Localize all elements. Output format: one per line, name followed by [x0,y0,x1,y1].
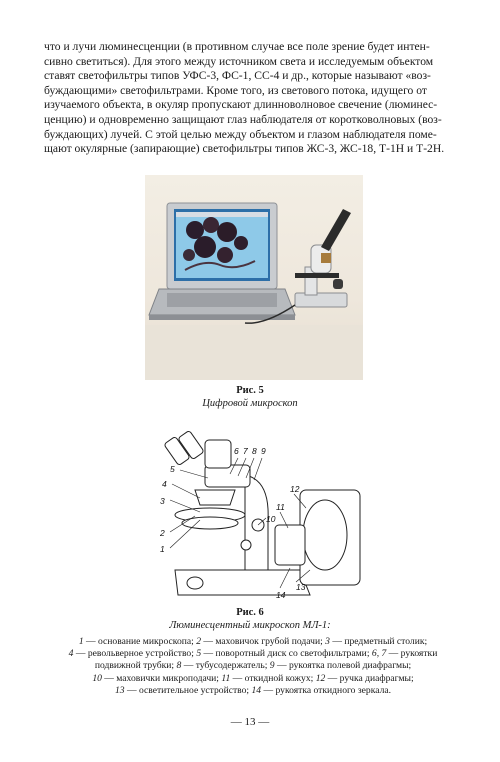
text-line: ставят светофильтры типов УФС-3, ФС-1, СС-4 и др., которые называют «воз- [44,69,431,83]
text-line: изучаемого объекта, в окуляр пропускают длинноволновое свечение (люминес- [44,98,438,112]
callout-1: 1 [160,544,165,554]
digital-microscope-photo [145,175,363,380]
legend-text: — тубусодержатель; [181,660,270,672]
callout-13: 13 [296,582,306,592]
callout-7: 7 [243,446,248,456]
legend-text: — револьверное устройство; [73,648,197,660]
legend-text: — рукоятки [386,648,438,660]
callout-8: 8 [252,446,257,456]
figure-6-number: Рис. 6 [236,607,264,618]
legend-text: — ручка диафрагмы; [325,672,414,684]
legend-row [44,685,462,697]
legend-key: 11 [221,672,231,684]
text-line: щают окулярные (запирающие) светофильтры типов ЖС-3, ЖС-18, Т-1Н и Т-2Н. [44,142,445,156]
callout-3: 3 [160,496,165,506]
text-line: буждающих) лучей. С этой целью между объектом и глазом наблюдателя поме- [44,127,437,141]
callout-10: 10 [266,514,276,524]
legend-text: — рукоятка полевой диафрагмы; [274,660,412,672]
legend-key: 1 [78,636,84,647]
figure-5-title: Цифровой микроскоп [202,398,298,409]
callout-12: 12 [290,484,300,494]
legend-text: — предметный столик; [329,636,428,647]
legend-key: 12 [315,672,326,684]
ml1-microscope-drawing [150,420,365,605]
text-line: что и лучи люминесценции (в противном случае все поле зрение будет интен- [44,40,430,53]
text-line: буждающими» светофильтрами. Кроме того, из светового потока, идущего от [44,83,427,97]
legend-key: 9 [269,660,275,672]
legend-row [44,660,462,672]
legend-key: 4 [68,648,74,660]
legend-key: 5 [196,648,202,660]
photo-illustration [145,175,363,380]
legend-key: 2 [196,636,201,647]
legend-key: 10 [92,672,102,684]
callout-4: 4 [162,479,167,489]
callout-9: 9 [261,446,266,456]
body-paragraph [44,40,462,157]
legend-row [44,673,462,685]
figure-5-number: Рис. 5 [236,385,264,396]
page-number: — 13 — [230,716,270,728]
legend-text: — осветительное устройство; [124,684,252,696]
figure-6-title: Люминесцентный микроскоп МЛ-1: [169,620,331,631]
callout-11: 11 [276,502,285,512]
callout-14: 14 [276,590,286,600]
callout-2: 2 [160,528,165,538]
legend-row [44,648,462,660]
legend-text: подвижной трубки; [94,660,177,672]
legend-key: 3 [325,636,330,647]
legend-text: — маховички микроподачи; [101,672,222,684]
figure-6-legend [44,636,462,697]
text-line: ценцию) и одновременно защищают глаз наблюдателя от коротковолновых (воз- [44,112,442,126]
legend-key: 6, 7 [371,648,387,660]
callout-5: 5 [170,464,175,474]
legend-key: 8 [176,660,182,672]
legend-text: — основание микроскопа; [83,636,197,647]
legend-text: — маховичок грубой подачи; [201,636,326,647]
legend-key: 14 [251,684,262,696]
legend-text: — поворотный диск со светофильтрами; [201,648,372,660]
legend-row [44,636,462,648]
legend-key: 13 [114,684,125,696]
legend-text: — рукоятка откидного зеркала. [261,684,392,696]
text-line: сивно светиться). Для этого между источником света и исследуемым объектом [44,54,434,68]
legend-text: — откидной кожух; [230,672,316,684]
callout-6: 6 [234,446,239,456]
